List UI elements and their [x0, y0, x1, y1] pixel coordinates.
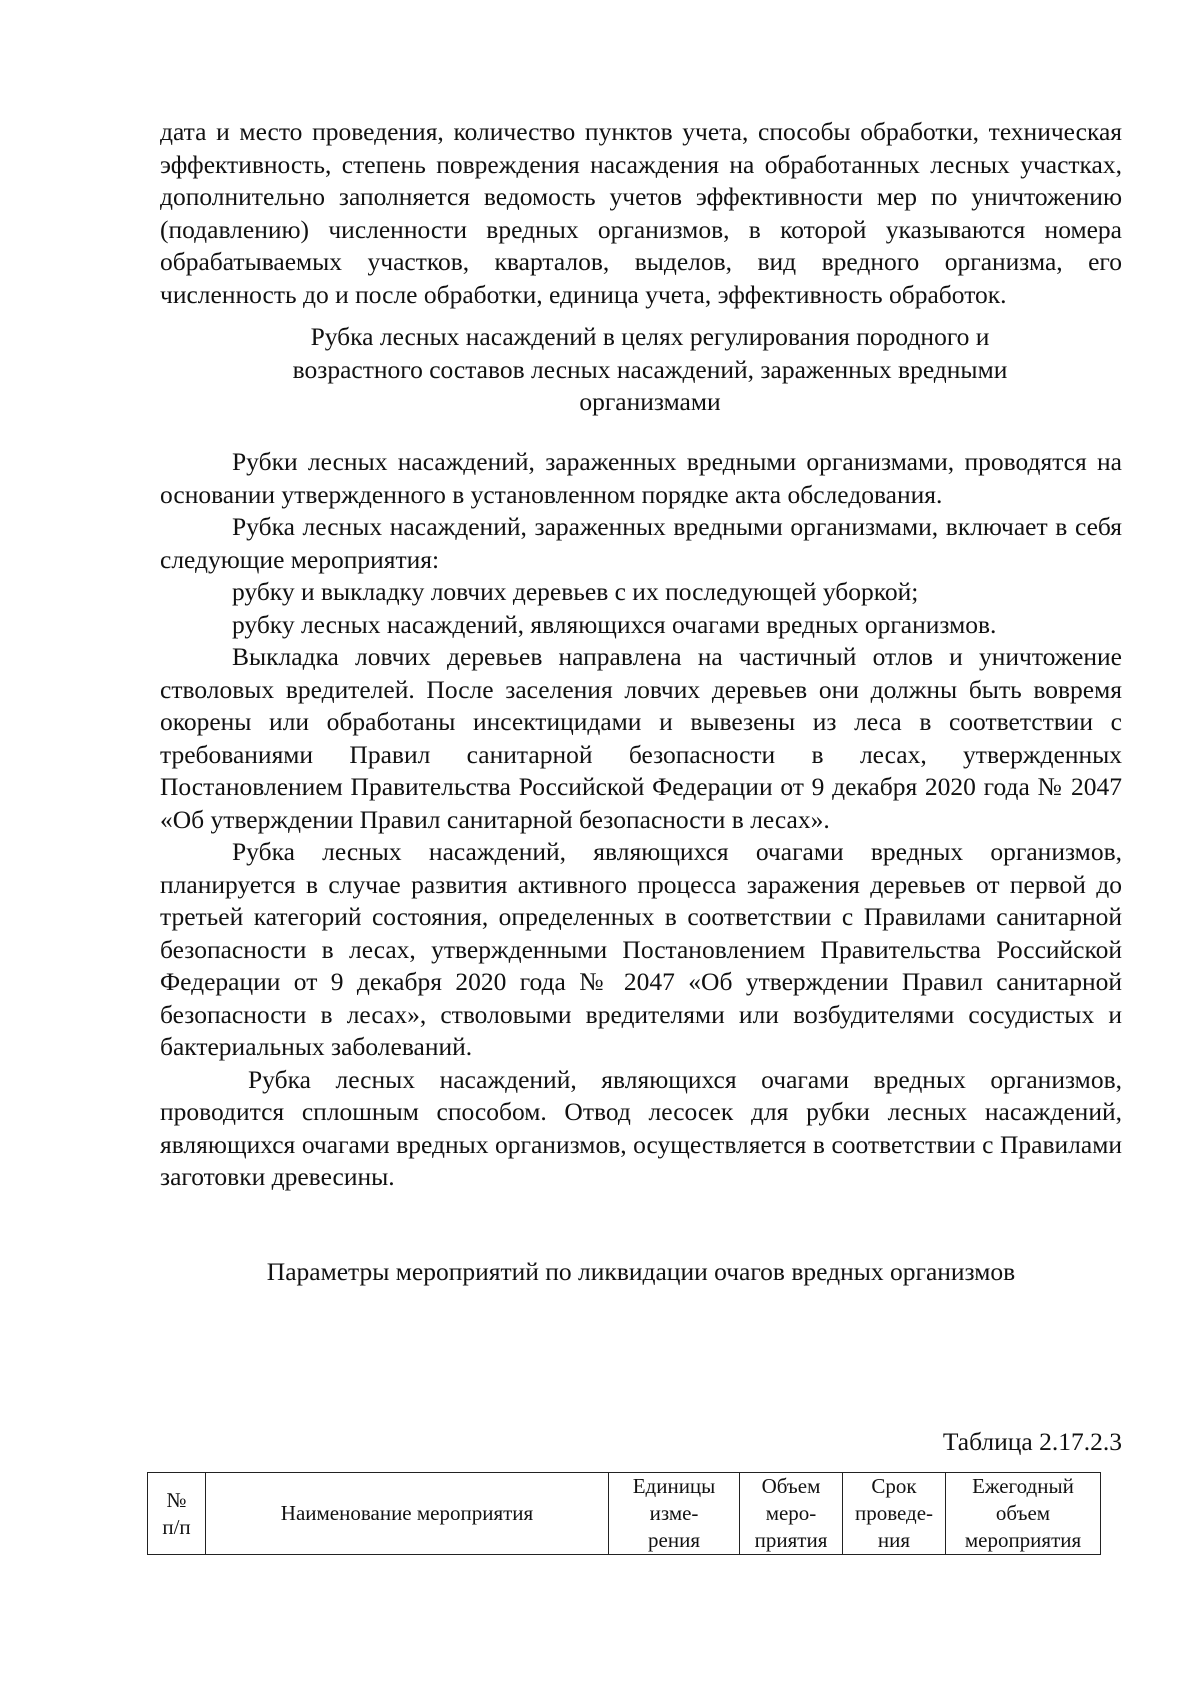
col-term-header [843, 1473, 946, 1555]
header-line: мероприятия [964, 1528, 1082, 1552]
section-heading [230, 321, 1070, 419]
col-volume-header [740, 1473, 843, 1555]
header-line: Срок [871, 1474, 917, 1498]
header-line: Единицы [632, 1474, 716, 1498]
table-label: Таблица 2.17.2.3 [942, 1427, 1122, 1456]
heading-line: возрастного составов лесных насаждений, зараженных вредными [292, 354, 1008, 384]
header-line: проведе- [854, 1501, 934, 1525]
header-line: изме- [649, 1501, 699, 1525]
paragraph: Рубка лесных насаждений, являющихся очагами вредных организмов, проводится сплошным способом. Отвод лесосек для рубки лесных насаждений, являющихся очагами вредных организмов, осуществляется в соответствии с Правилами заготовки древесины. [160, 1064, 1122, 1191]
col-unit-header [609, 1473, 740, 1555]
body-text [160, 446, 1122, 1194]
header-line: Объем [761, 1474, 821, 1498]
col-num-header [148, 1473, 206, 1555]
header-line: п/п [162, 1514, 191, 1539]
header-line: № [166, 1487, 187, 1512]
col-name-header [206, 1473, 609, 1555]
paragraph: дата и место проведения, количество пунктов учета, способы обработки, техническая эффективность, степень повреждения насаждения на обработанных лесных участках, дополнительно заполняется ведомость учетов эффективности мер по уничтожению (подавлению) численности вредных организмов, в которой указываются номера обрабатываемых участков, кварталов, выделов, вид вредного организма, его численность до и после обработки, единица учета, эффективность обработок. [160, 117, 1122, 309]
header-line: объем [995, 1501, 1051, 1525]
table-caption: Параметры мероприятий по ликвидации очагов вредных организмов [266, 1257, 1016, 1286]
table-header-row [148, 1473, 1101, 1555]
paragraph: Рубка лесных насаждений, являющихся очагами вредных организмов, планируется в случае развития активного процесса заражения деревьев от первой до третьей категорий состояния, определенных в соответствии с Правилами санитарной безопасности в лесах, утвержденными Постановлением Правительства Российской Федерации от 9 декабря 2020 года № 2047 «Об утверждении Правил санитарной безопасности в лесах», стволовыми вредителями или возбудителями сосудистых и бактериальных заболеваний. [160, 837, 1122, 1061]
header-line: рения [648, 1528, 700, 1552]
paragraph: Выкладка ловчих деревьев направлена на частичный отлов и уничтожение стволовых вредителей. После заселения ловчих деревьев они должны быть вовремя окорены или обработаны инсектицидами и вывезены из леса в соответствии с требованиями Правил санитарной безопасности в лесах, утвержденных Постановлением Правительства Российской Федерации от 9 декабря 2020 года № 2047 «Об утверждении Правил санитарной безопасности в лесах». [160, 642, 1122, 834]
measures-table [147, 1472, 1101, 1555]
paragraph: Рубки лесных насаждений, зараженных вредными организмами, проводятся на основании утвержденного в установленном порядке акта обследования. [160, 447, 1122, 509]
heading-line: Рубка лесных насаждений в целях регулирования породного и [310, 322, 990, 351]
list-item: рубку и выкладку ловчих деревьев с их последующей уборкой; [232, 577, 919, 606]
intro-text [160, 116, 1122, 311]
list-item: рубку лесных насаждений, являющихся очагами вредных организмов. [232, 609, 997, 639]
header-line: Ежегодный [972, 1474, 1074, 1498]
header-line: приятия [754, 1528, 828, 1552]
col-annual-header [946, 1473, 1101, 1555]
header-line: Наименование мероприятия [280, 1501, 534, 1525]
paragraph: Рубка лесных насаждений, зараженных вредными организмами, включает в себя следующие мероприятия: [160, 512, 1122, 574]
header-line: меро- [765, 1501, 817, 1525]
header-line: ния [877, 1528, 911, 1552]
heading-line: организмами [579, 387, 721, 416]
